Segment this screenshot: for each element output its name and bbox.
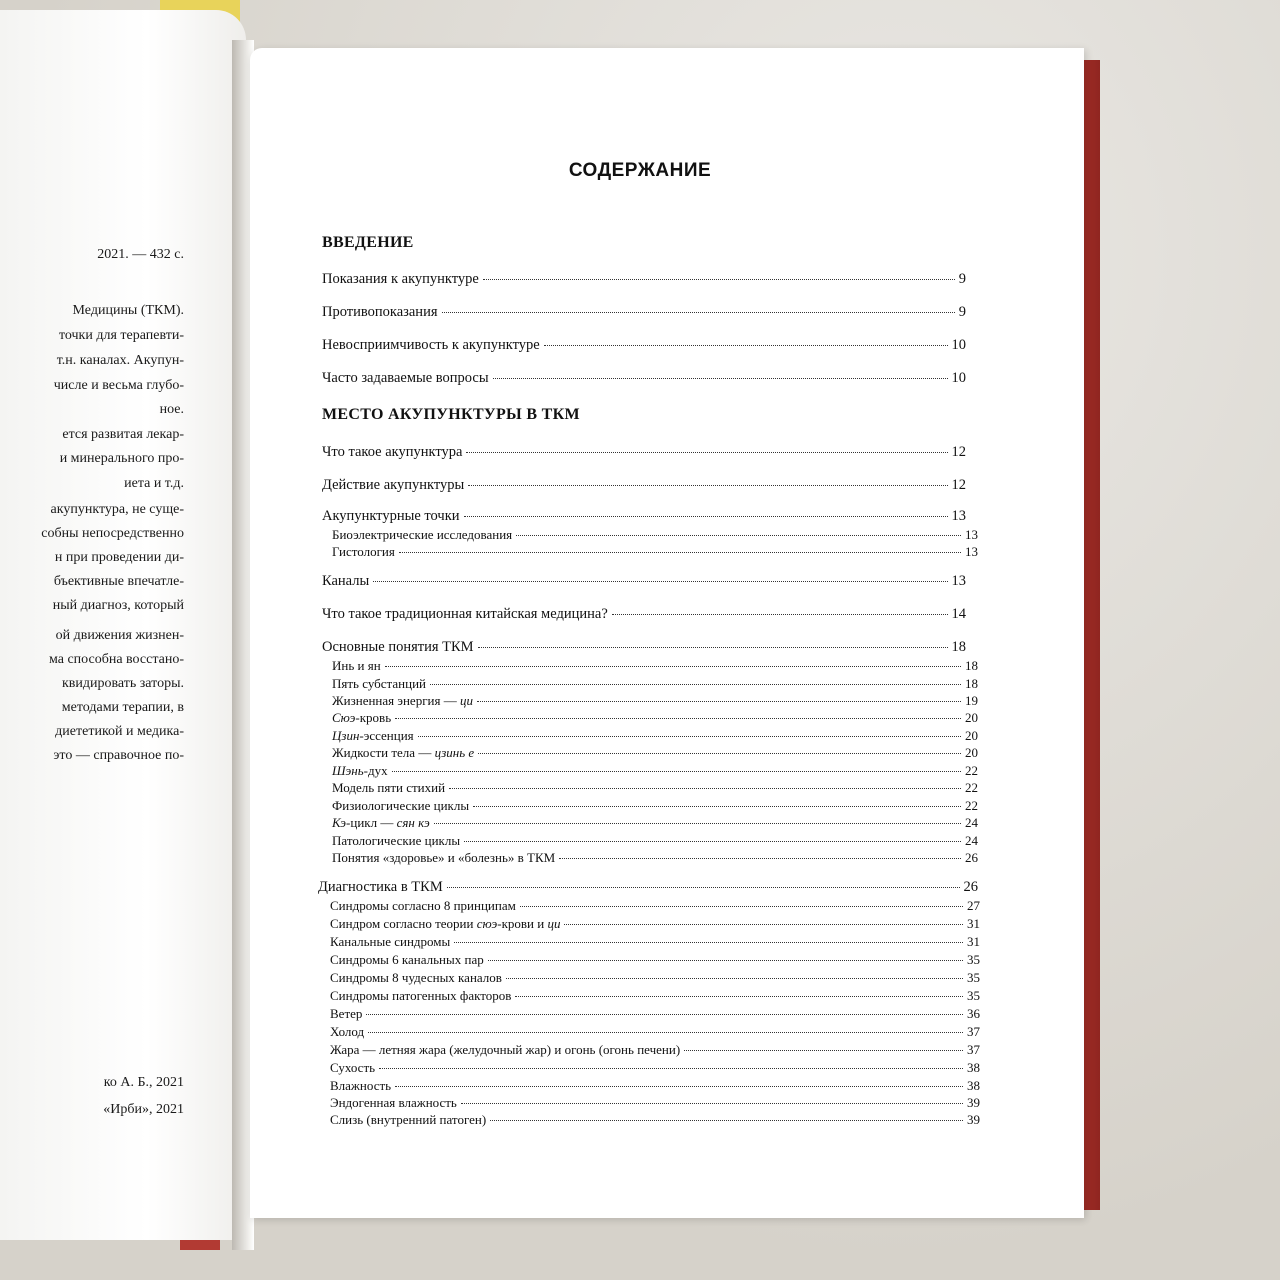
left-line: ное. [159, 402, 184, 417]
left-line: бъективные впечатле- [53, 574, 184, 589]
toc-subentry: Эндогенная влажность 39 [330, 1095, 980, 1110]
right-page [250, 48, 1084, 1218]
toc-subentry: Сюэ-кровь 20 [332, 710, 978, 725]
toc-subentry: Синдромы 8 чудесных каналов 35 [330, 970, 980, 985]
left-line: собны непосредственно [41, 526, 184, 541]
toc-entry: Противопоказания 9 [322, 304, 966, 320]
section-heading: ВВЕДЕНИЕ [322, 234, 414, 251]
toc-subentry: Синдромы патогенных факторов 35 [330, 988, 980, 1003]
toc-entry: Невосприимчивость к акупунктуре 10 [322, 337, 966, 353]
toc-subentry: Сухость 38 [330, 1060, 980, 1075]
toc-subentry: Слизь (внутренний патоген) 39 [330, 1112, 980, 1127]
toc-subentry: Синдромы 6 канальных пар 35 [330, 952, 980, 967]
toc-title: СОДЕРЖАНИЕ [568, 160, 712, 181]
toc-entry: Что такое традиционная китайская медицина? 14 [322, 606, 966, 622]
toc-entry: Диагностика в ТКМ 26 [318, 879, 978, 895]
left-line: квидировать заторы. [61, 676, 184, 691]
left-line: иета и т.д. [124, 476, 184, 491]
toc-subentry: Гистология 13 [332, 544, 978, 559]
left-line: ма способна восстано- [48, 652, 184, 667]
left-line: числе и весьма глубо- [53, 378, 184, 393]
toc-subentry: Пять субстанций 18 [332, 676, 978, 691]
left-line: ется развитая лекар- [62, 427, 184, 442]
toc-subentry: Канальные синдромы 31 [330, 934, 980, 949]
left-line: ой движения жизнен- [55, 628, 184, 643]
left-copyright: ко А. Б., 2021 [103, 1075, 184, 1090]
toc-entry: Акупунктурные точки 13 [322, 508, 966, 524]
toc-entry: Показания к акупунктуре 9 [322, 271, 966, 287]
toc-subentry: Кэ-цикл — сян кэ 24 [332, 815, 978, 830]
left-line: акупунктура, не суще- [50, 502, 184, 517]
left-page [0, 10, 246, 1240]
toc-subentry: Жизненная энергия — ци 19 [332, 693, 978, 708]
toc-entry: Часто задаваемые вопросы 10 [322, 370, 966, 386]
toc-entry: Что такое акупунктура 12 [322, 444, 966, 460]
left-line: и минерального про- [59, 451, 184, 466]
left-line: н при проведении ди- [54, 550, 184, 565]
left-line: ный диагноз, который [52, 598, 184, 613]
toc-subentry: Шэнь-дух 22 [332, 763, 978, 778]
left-line: Медицины (ТКМ). [72, 303, 184, 318]
section-heading: МЕСТО АКУПУНКТУРЫ В ТКМ [322, 406, 580, 423]
left-line: диететикой и медика- [55, 724, 184, 739]
toc-subentry: Биоэлектрические исследования 13 [332, 527, 978, 542]
left-line: это — справочное по- [53, 748, 184, 763]
toc-subentry: Инь и ян 18 [332, 658, 978, 673]
toc-subentry: Цзин-эссенция 20 [332, 728, 978, 743]
toc-subentry: Физиологические циклы 22 [332, 798, 978, 813]
toc-entry: Основные понятия ТКМ 18 [322, 639, 966, 655]
toc-subentry: Жара — летняя жара (желудочный жар) и огонь (огонь печени) 37 [330, 1042, 980, 1057]
toc-subentry: Синдромы согласно 8 принципам 27 [330, 898, 980, 913]
left-line: методами терапии, в [61, 700, 184, 715]
toc-entry: Действие акупунктуры 12 [322, 477, 966, 493]
toc-entry: Каналы 13 [322, 573, 966, 589]
left-line: 2021. — 432 с. [97, 247, 184, 262]
toc-subentry: Модель пяти стихий 22 [332, 780, 978, 795]
toc-subentry: Синдром согласно теории сюэ-крови и ци 31 [330, 916, 980, 931]
toc-subentry: Понятия «здоровье» и «болезнь» в ТКМ 26 [332, 850, 978, 865]
toc-subentry: Холод 37 [330, 1024, 980, 1039]
toc-subentry: Ветер 36 [330, 1006, 980, 1021]
left-copyright: «Ирби», 2021 [103, 1102, 184, 1117]
left-line: т.н. каналах. Акупун- [56, 353, 184, 368]
left-line: точки для терапевти- [58, 328, 184, 343]
toc-subentry: Патологические циклы 24 [332, 833, 978, 848]
toc-subentry: Жидкости тела — цзинь е 20 [332, 745, 978, 760]
toc-subentry: Влажность 38 [330, 1078, 980, 1093]
